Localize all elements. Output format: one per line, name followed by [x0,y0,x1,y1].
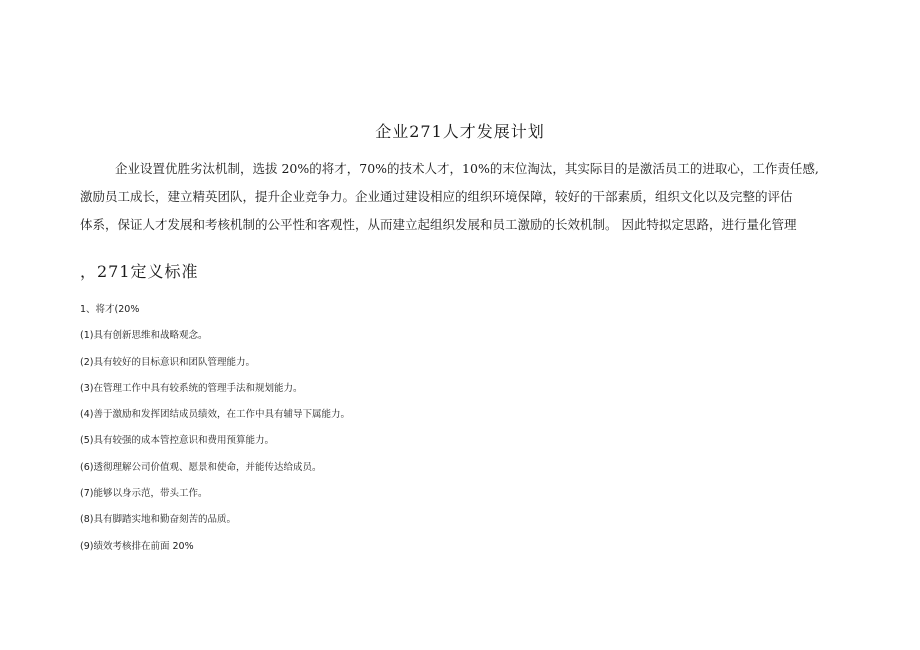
list-item: (4)善于激励和发挥团结成员绩效，在工作中具有辅导下属能力。 [80,409,350,421]
document-title: 企业271人才发展计划 [375,122,545,141]
list-item: (5)具有较强的成本管控意识和费用预算能力。 [80,435,274,447]
list-item: (3)在管理工作中具有较系统的管理手法和规划能力。 [80,382,303,394]
list-item: (1)具有创新思维和战略观念。 [80,330,208,342]
criteria-list [80,303,350,566]
list-item: (2)具有较好的目标意识和团队管理能力。 [80,356,255,368]
list-item: 1、将才(20% [80,304,140,315]
list-item: (9)绩效考核排在前面 20% [80,540,194,552]
list-item: (7)能够以身示范，带头工作。 [80,488,208,500]
intro-paragraph-line: 体系，保证人才发展和考核机制的公平性和客观性，从而建立起组织发展和员工激励的长效机制。 因此特拟定思路，进行量化管理 [80,217,797,232]
intro-paragraph-line: 企业设置优胜劣汰机制，选拔 20%的将才，70%的技术人才，10%的末位淘汰，其实际目的是激活员工的进取心，工作责任感, [115,161,819,176]
intro-paragraph-line: 激励员工成长，建立精英团队，提升企业竞争力。企业通过建设相应的组织环境保障，较好的干部素质，组织文化以及完整的评估 [80,189,793,204]
section-heading: ，271定义标准 [80,262,199,281]
list-item: (8)具有脚踏实地和勤奋刻苦的品质。 [80,514,236,526]
list-item: (6)透彻理解公司价值观、愿景和使命，并能传达给成员。 [80,461,322,473]
